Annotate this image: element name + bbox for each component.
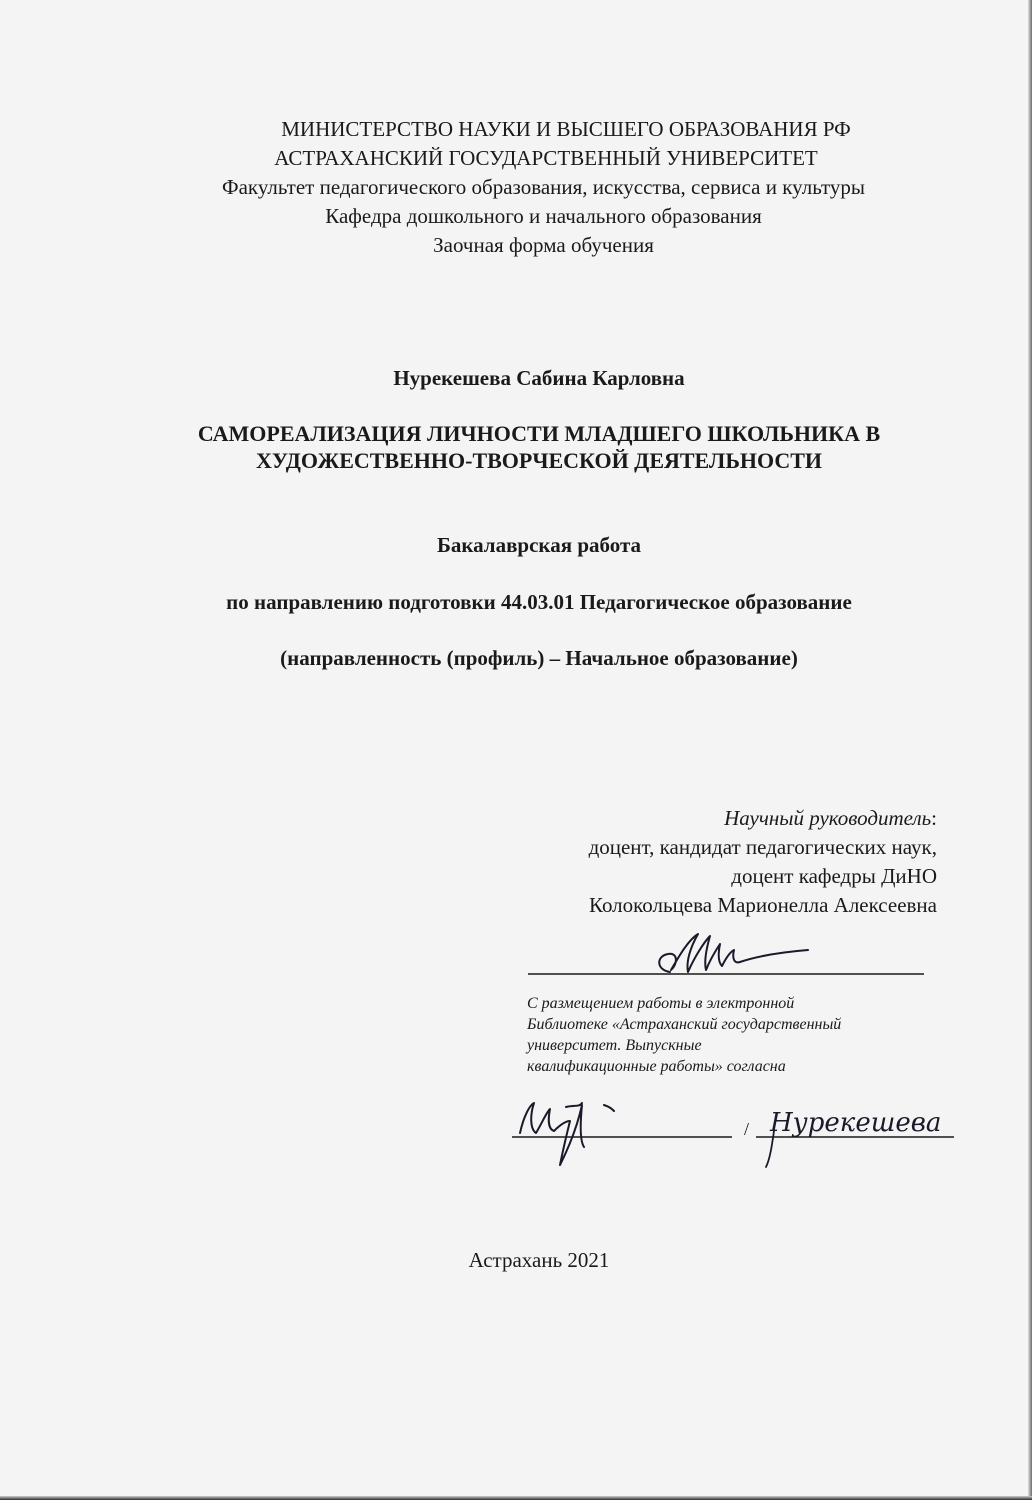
city-year: Астрахань 2021 [468, 1248, 610, 1272]
university-line: АСТРАХАНСКИЙ ГОСУДАРСТВЕННЫЙ УНИВЕРСИТЕТ [274, 146, 818, 170]
study-form-line: Заочная форма обучения [433, 233, 654, 257]
author-name: Нурекешева Сабина Карловна [393, 366, 685, 390]
department-line: Кафедра дошкольного и начального образования [325, 204, 762, 228]
ministry-line: МИНИСТЕРСТВО НАУКИ И ВЫСШЕГО ОБРАЗОВАНИЯ РФ [281, 117, 851, 141]
supervisor-name: Колокольцева Марионелла Алексеевна [588, 893, 937, 917]
thesis-title [0, 420, 1032, 474]
thesis-title-line-1: САМОРЕАЛИЗАЦИЯ ЛИЧНОСТИ МЛАДШЕГО ШКОЛЬНИКА В [197, 421, 881, 446]
supervisor-degree: доцент, кандидат педагогических наук, [588, 835, 937, 859]
supervisor-block [589, 804, 937, 920]
student-signature-block [508, 1085, 958, 1175]
supervisor-label-row [589, 804, 937, 833]
consent-statement [527, 993, 841, 1077]
scan-edge-bottom [0, 1496, 1032, 1500]
consent-line-3: университет. Выпускные [527, 1037, 702, 1054]
faculty-line: Факультет педагогического образования, искусства, сервиса и культуры [222, 175, 865, 199]
consent-line-4: квалификационные работы» согласна [527, 1058, 786, 1075]
supervisor-signature [528, 930, 924, 980]
study-profile: (направленность (профиль) – Начальное образование) [280, 646, 798, 670]
consent-line-1: С размещением работы в электронной [527, 995, 795, 1012]
consent-line-2: Библиотеке «Астраханский государственный [527, 1016, 842, 1033]
student-surname-handwritten: Нурекешева [770, 1108, 942, 1138]
scan-edge-right [1028, 0, 1032, 1500]
supervisor-label: Научный руководитель [724, 806, 932, 830]
supervisor-position: доцент кафедры ДиНО [731, 864, 937, 888]
signature-separator: / [744, 1119, 750, 1139]
thesis-title-line-2: ХУДОЖЕСТВЕННО-ТВОРЧЕСКОЙ ДЕЯТЕЛЬНОСТИ [255, 448, 823, 473]
supervisor-colon: : [931, 806, 937, 830]
student-signature [520, 1103, 614, 1165]
work-type: Бакалаврская работа [436, 533, 642, 557]
institution-header [0, 115, 1032, 260]
study-direction: по направлению подготовки 44.03.01 Педагогическое образование [226, 590, 852, 614]
